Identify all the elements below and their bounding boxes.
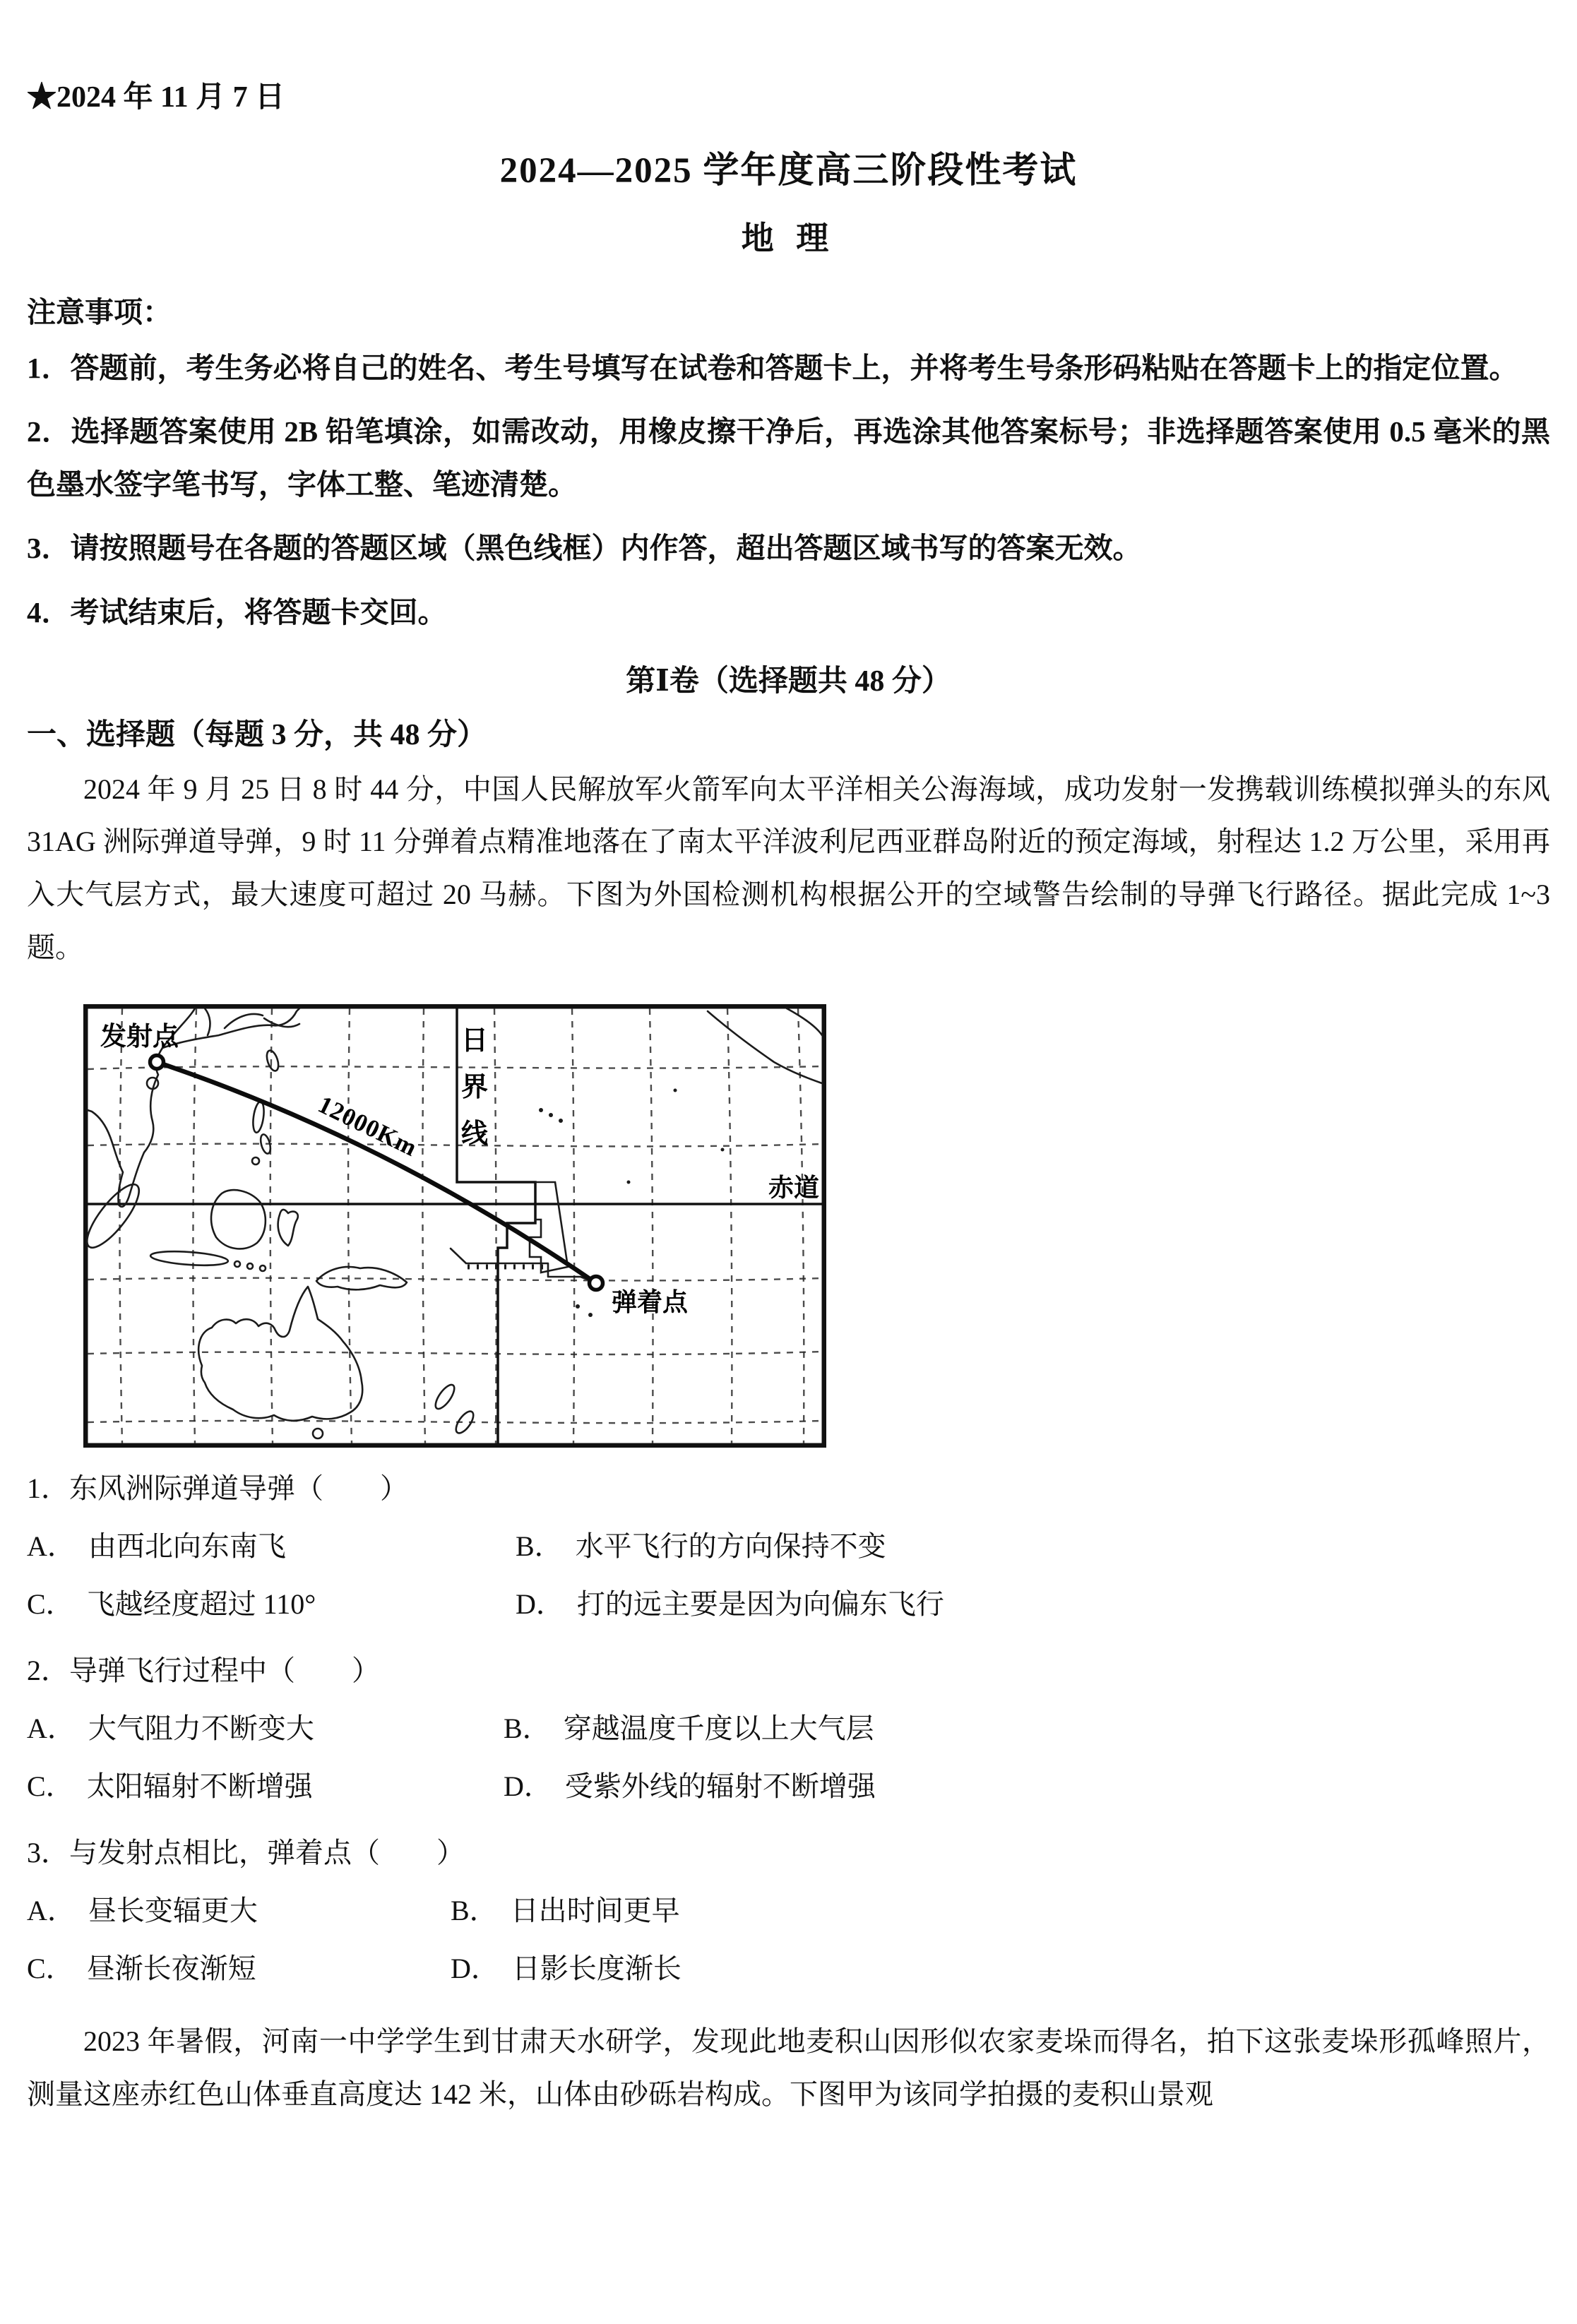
question-stem: 2．导弹飞行过程中（ ） [27, 1654, 380, 1686]
option-text: 昼长变辐更大 [88, 1894, 258, 1926]
impact-point-marker [590, 1276, 603, 1289]
section-part-title: 第Ⅰ卷（选择题共 48 分） [626, 665, 951, 698]
option-text: 飞越经度超过 110° [86, 1587, 316, 1620]
option-label: A． [27, 1894, 76, 1926]
option-1D [516, 1579, 1550, 1630]
option-label: B． [516, 1530, 563, 1562]
option-label: C． [27, 1952, 74, 1984]
equator-label: 赤道 [768, 1173, 819, 1202]
option-text: 昼渐长夜渐短 [86, 1952, 256, 1984]
option-2A [27, 1703, 504, 1754]
map-frame [85, 1006, 824, 1446]
option-text: 太阳辐射不断增强 [86, 1770, 313, 1802]
passage-missile: 2024 年 9 月 25 日 8 时 44 分，中国人民解放军火箭军向太平洋相关公海海域，成功发射一发携载训练模拟弹头的东风 31AG 洲际弹道导弹，9 时 11 分弹着点精准地落在了南太平洋波利尼西亚群岛附近的预定海域，射程达 1.2 万公里，采用再入大气层方式，最大速度可超过 20 马赫。下图为外国检测机构根据公开的空域警告绘制的导弹飞行路径。据此完成 1~3 题。 [27, 773, 1550, 963]
date-line-label-char: 界 [460, 1072, 489, 1102]
option-3C [27, 1943, 451, 1994]
option-text: 受紫外线的辐射不断增强 [564, 1770, 876, 1802]
question-3 [27, 1828, 1550, 1994]
launch-point-label: 发射点 [100, 1022, 179, 1051]
option-label: C． [27, 1770, 74, 1802]
question-stem: 1．东风洲际弹道导弹（ ） [27, 1472, 408, 1504]
launch-point-marker [150, 1055, 164, 1068]
notice-item: 3．请按照题号在各题的答题区域（黑色线框）内作答，超出答题区域书写的答案无效。 [27, 532, 1142, 565]
option-label: A． [27, 1712, 76, 1744]
notice-heading: 注意事项： [27, 295, 172, 328]
distance-label: 12000Km [314, 1090, 422, 1162]
date-line-label-char: 日 [460, 1025, 489, 1056]
option-label: D． [451, 1952, 499, 1984]
notice-item: 1．答题前，考生务必将自己的姓名、考生号填写在试卷和答题卡上，并将考生号条形码粘贴在答题卡上的指定位置。 [27, 351, 1518, 384]
option-label: A． [27, 1530, 76, 1562]
option-text: 日影长度渐长 [511, 1952, 682, 1984]
option-3B [451, 1885, 1550, 1936]
question-stem: 3．与发射点相比，弹着点（ ） [27, 1836, 465, 1869]
option-text: 打的远主要是因为向偏东飞行 [576, 1587, 944, 1620]
option-1C [27, 1579, 516, 1630]
option-label: C． [27, 1587, 74, 1620]
exam-paper-page [0, 79, 1577, 2324]
option-label: B． [504, 1712, 551, 1744]
missile-path-map-figure [83, 1004, 826, 1448]
notice-item: 2．选择题答案使用 2B 铅笔填涂，如需改动，用橡皮擦干净后，再选涂其他答案标号；非选择题答案使用 0.5 毫米的黑色墨水签字笔书写，字体工整、笔迹清楚。 [27, 415, 1550, 501]
option-text: 水平飞行的方向保持不变 [575, 1530, 886, 1562]
option-label: D． [516, 1587, 564, 1620]
option-label: B． [451, 1894, 498, 1926]
section-sub-title: 一、选择题（每题 3 分，共 48 分） [27, 718, 487, 751]
option-text: 日出时间更早 [510, 1894, 680, 1926]
passage-maijishan: 2023 年暑假，河南一中学学生到甘肃天水研学，发现此地麦积山因形似农家麦垛而得名，拍下这张麦垛形孤峰照片，测量这座赤红色山体垂直高度达 142 米，山体由砂砾岩构成。下图甲为该同学拍摄的麦积山景观 [27, 2025, 1550, 2110]
option-text: 由西北向东南飞 [88, 1530, 286, 1562]
option-text: 大气阻力不断变大 [88, 1712, 314, 1744]
option-3D [451, 1943, 1550, 1994]
date-line-label-char: 线 [460, 1119, 489, 1149]
option-label: D． [504, 1770, 552, 1802]
exam-subject: 地 理 [741, 220, 836, 256]
question-2 [27, 1645, 1550, 1812]
option-3A [27, 1885, 451, 1936]
option-2C [27, 1761, 504, 1812]
question-1 [27, 1463, 1550, 1630]
exam-date: ★2024 年 11 月 7 日 [27, 81, 285, 114]
option-1A [27, 1521, 516, 1572]
impact-point-label: 弹着点 [612, 1287, 689, 1316]
exam-title: 2024—2025 学年度高三阶段性考试 [499, 150, 1078, 191]
option-2D [504, 1761, 1550, 1812]
option-text: 穿越温度千度以上大气层 [563, 1712, 874, 1744]
map-figure-svg [83, 1004, 826, 1448]
option-2B [504, 1703, 1550, 1754]
notice-item: 4．考试结束后，将答题卡交回。 [27, 595, 447, 628]
option-1B [516, 1521, 1550, 1572]
